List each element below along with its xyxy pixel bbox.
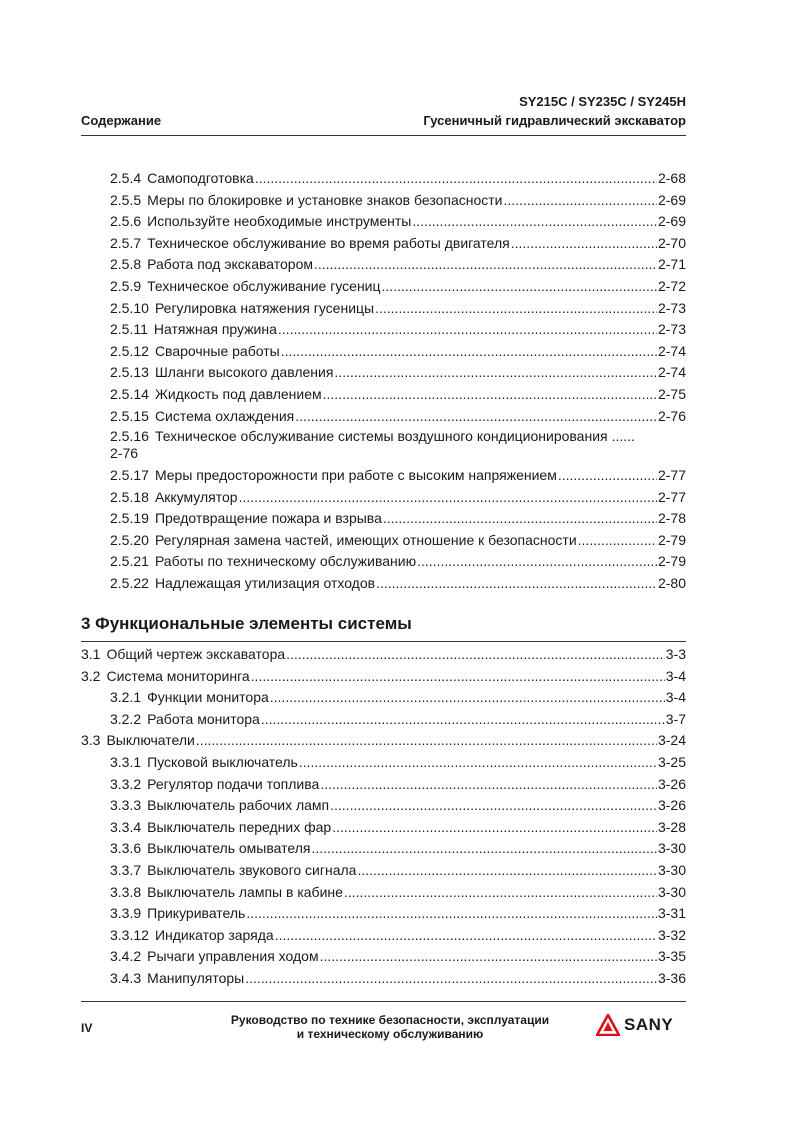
toc-entry-number: 3.3.4 — [110, 818, 142, 835]
toc-entry-page: 2-77 — [657, 488, 686, 505]
toc-entry-page: 2-69 — [657, 191, 686, 208]
toc-entry[interactable] — [81, 668, 686, 685]
toc-leader-dots — [255, 170, 657, 187]
toc-entry-title: Техническое обслуживание во время работы двигателя — [147, 234, 510, 251]
toc-leader-dots — [278, 321, 657, 338]
toc-entry[interactable] — [110, 489, 686, 506]
toc-entry-page: 2-74 — [657, 364, 686, 381]
toc-entry-number: 2.5.5 — [110, 191, 142, 208]
toc-entry-title: Предотвращение пожара и взрыва — [154, 510, 382, 527]
toc-leader-dots — [295, 408, 657, 425]
toc-entry-page: 3-32 — [657, 926, 686, 943]
toc-entry-dots: ...... — [611, 428, 635, 444]
toc-leader-dots — [382, 278, 657, 295]
toc-leader-dots — [383, 510, 657, 527]
toc-entry-page: 2-70 — [657, 234, 686, 251]
toc-entry-title: Система мониторинга — [106, 667, 250, 684]
toc-entry-page: 3-25 — [657, 754, 686, 770]
toc-entry-number: 2.5.22 — [110, 575, 149, 591]
toc-entry-title: Выключатель передних фар — [147, 818, 332, 835]
toc-entry-title: Техническое обслуживание гусениц — [147, 278, 381, 294]
toc-leader-dots — [286, 646, 665, 663]
toc-entry[interactable] — [110, 235, 686, 252]
toc-entry-number: 2.5.4 — [110, 170, 142, 186]
toc-entry-number: 3.3.6 — [110, 840, 142, 857]
toc-entry-number: 3.3 — [81, 732, 101, 749]
toc-entry-title: Работа монитора — [147, 710, 260, 727]
section-divider — [81, 641, 686, 642]
toc-leader-dots — [332, 819, 657, 836]
toc-entry-page: 3-26 — [657, 797, 686, 814]
toc-leader-dots — [275, 927, 657, 944]
toc-entry-title: Самоподготовка — [147, 170, 254, 186]
toc-leader-dots — [281, 343, 657, 360]
toc-leader-dots — [251, 668, 665, 685]
toc-entry-page: 2-79 — [657, 531, 686, 548]
toc-leader-dots — [558, 467, 657, 484]
toc-entry-number: 2.5.15 — [110, 407, 149, 424]
toc-entry-number: 2.5.10 — [110, 299, 149, 316]
toc-entry[interactable] — [110, 386, 686, 403]
toc-entry-title: Выключатель лампы в кабине — [147, 883, 343, 900]
toc-entry-number: 2.5.19 — [110, 510, 149, 527]
toc-entry-number: 3.3.3 — [110, 797, 142, 814]
toc-entry-page: 3-28 — [657, 818, 686, 835]
toc-entry-number: 2.5.16 — [110, 428, 149, 444]
toc-entry[interactable] — [110, 408, 686, 425]
toc-entry-page: 2-72 — [657, 278, 686, 294]
toc-leader-dots — [417, 553, 657, 570]
toc-entry-title: Аккумулятор — [154, 488, 238, 505]
toc-entry-page: 3-4 — [665, 689, 686, 706]
toc-entry-number: 3.3.1 — [110, 754, 142, 770]
toc-entry-number: 3.3.12 — [110, 926, 149, 943]
toc-entry-number: 2.5.7 — [110, 234, 142, 251]
toc-entry-page: 3-31 — [657, 905, 686, 922]
section-3-title: 3 Функциональные элементы системы — [81, 614, 412, 633]
toc-entry-title: Сварочные работы — [154, 342, 280, 359]
footer-page-number: IV — [81, 1021, 93, 1035]
toc-entry-number: 3.2 — [81, 667, 101, 684]
toc-entry-number: 2.5.21 — [110, 553, 149, 570]
toc-entry[interactable] — [110, 948, 686, 965]
toc-entry-page: 2-73 — [657, 321, 686, 338]
toc-entry-title: Прикуриватель — [147, 905, 246, 922]
toc-entry-page: 2-80 — [657, 575, 686, 591]
toc-leader-dots — [375, 300, 657, 317]
toc-entry-number: 2.5.12 — [110, 342, 149, 359]
toc-entry-title: Меры предосторожности при работе с высоким напряжением — [154, 467, 557, 483]
toc-entry-number: 2.5.14 — [110, 386, 149, 402]
toc-entry[interactable] — [110, 927, 686, 944]
toc-entry[interactable] — [81, 732, 686, 749]
toc-entry-number: 3.3.7 — [110, 862, 142, 878]
toc-entry[interactable] — [110, 278, 686, 295]
toc-entry-number: 2.5.11 — [110, 321, 148, 338]
toc-entry-number: 3.4.2 — [110, 948, 142, 965]
toc-entry[interactable] — [110, 776, 686, 793]
toc-leader-dots — [504, 192, 657, 209]
toc-entry[interactable] — [110, 256, 686, 273]
toc-entry-page: 3-30 — [657, 840, 686, 857]
toc-entry[interactable] — [110, 170, 686, 187]
toc-entry-title: Индикатор заряда — [154, 926, 274, 943]
toc-entry-number: 2.5.6 — [110, 213, 142, 230]
toc-entry-number: 3.2.2 — [110, 710, 142, 727]
toc-entry-number: 3.4.3 — [110, 970, 142, 986]
toc-entry-title: Надлежащая утилизация отходов — [154, 575, 376, 591]
toc-entry-title: Жидкость под давлением — [154, 386, 322, 402]
toc-entry[interactable] — [110, 970, 686, 987]
toc-entry-page: 2-78 — [657, 510, 686, 527]
toc-entry[interactable] — [110, 797, 686, 814]
toc-entry-number: 2.5.20 — [110, 531, 149, 548]
toc-entry-wrapped[interactable] — [110, 428, 686, 462]
toc-entry-title: Выключатель рабочих ламп — [147, 797, 330, 814]
toc-leader-dots — [320, 948, 657, 965]
toc-entry-page: 3-24 — [657, 732, 686, 749]
toc-entry[interactable] — [110, 510, 686, 527]
toc-leader-dots — [376, 575, 657, 592]
footer-divider — [81, 1001, 686, 1002]
toc-entry[interactable] — [110, 343, 686, 360]
toc-entry[interactable] — [110, 840, 686, 857]
toc-leader-dots — [330, 797, 657, 814]
toc-entry-number: 2.5.8 — [110, 256, 142, 273]
toc-entry-page: 2-77 — [657, 467, 686, 483]
toc-entry[interactable] — [110, 575, 686, 592]
toc-entry-page: 2-73 — [657, 299, 686, 316]
toc-entry[interactable] — [110, 300, 686, 317]
toc-entry-number: 3.1 — [81, 646, 101, 662]
toc-entry-title: Регулятор подачи топлива — [147, 775, 320, 792]
toc-entry-page: 2-69 — [657, 213, 686, 230]
toc-entry[interactable] — [110, 192, 686, 209]
toc-entry-title: Выключатель звукового сигнала — [147, 862, 357, 878]
toc-entry[interactable] — [110, 213, 686, 230]
toc-entry-title: Регулярная замена частей, имеющих отношение к безопасности — [154, 531, 577, 548]
toc-entry-number: 2.5.13 — [110, 364, 149, 381]
toc-entry[interactable] — [110, 689, 686, 706]
header-models: SY215C / SY235C / SY245H — [519, 94, 686, 109]
toc-leader-dots — [246, 905, 657, 922]
toc-entry[interactable] — [110, 467, 686, 484]
toc-entry-title: Техническое обслуживание системы воздушного кондиционирования — [154, 428, 608, 444]
toc-entry[interactable] — [110, 819, 686, 836]
toc-entry-number: 3.2.1 — [110, 689, 142, 706]
toc-entry[interactable] — [110, 321, 686, 338]
toc-leader-dots — [323, 386, 657, 403]
toc-entry-page: 3-4 — [665, 667, 686, 684]
toc-entry-title: Регулировка натяжения гусеницы — [154, 299, 375, 316]
toc-leader-dots — [511, 235, 657, 252]
header-section: Содержание — [81, 113, 162, 128]
toc-leader-dots — [270, 689, 665, 706]
toc-leader-dots — [357, 862, 657, 879]
toc-entry-page: 3-7 — [665, 710, 686, 727]
toc-leader-dots — [344, 884, 657, 901]
toc-entry-number: 3.3.8 — [110, 883, 142, 900]
brand-name: SANY — [624, 1015, 674, 1034]
toc-leader-dots — [311, 840, 657, 857]
toc-entry-page: 2-79 — [657, 553, 686, 570]
toc-entry-title: Натяжная пружина — [153, 321, 277, 338]
toc-entry[interactable] — [110, 364, 686, 381]
toc-entry-title: Общий чертеж экскаватора — [106, 646, 286, 662]
toc-entry-page: 2-76 — [110, 445, 139, 461]
toc-entry-title: Выключатели — [106, 732, 195, 749]
toc-entry[interactable] — [110, 884, 686, 901]
toc-entry-title: Выключатель омывателя — [147, 840, 311, 857]
toc-leader-dots — [320, 776, 657, 793]
toc-entry-number: 3.3.9 — [110, 905, 142, 922]
toc-entry[interactable] — [110, 553, 686, 570]
toc-entry-page: 2-76 — [657, 407, 686, 424]
toc-leader-dots — [299, 754, 657, 771]
toc-entry[interactable] — [110, 711, 686, 728]
toc-entry[interactable] — [81, 646, 686, 663]
toc-entry-title: Шланги высокого давления — [154, 364, 334, 381]
toc-entry-title: Пусковой выключатель — [147, 754, 298, 770]
toc-entry-page: 2-68 — [657, 170, 686, 186]
toc-entry-title: Работа под экскаватором — [147, 256, 313, 273]
toc-entry-title: Функции монитора — [147, 689, 269, 706]
sany-logo-icon — [596, 1014, 620, 1036]
toc-leader-dots — [334, 364, 657, 381]
header-divider — [81, 135, 686, 136]
footer-manual-title-line1: Руководство по технике безопасности, эксплуатации — [230, 1013, 550, 1027]
toc-entry-number: 2.5.18 — [110, 488, 149, 505]
toc-entry-number: 2.5.17 — [110, 467, 149, 483]
toc-leader-dots — [261, 711, 665, 728]
toc-leader-dots — [314, 256, 657, 273]
toc-entry[interactable] — [110, 905, 686, 922]
toc-entry-number: 3.3.2 — [110, 775, 142, 792]
toc-entry-page: 2-74 — [657, 342, 686, 359]
footer-manual-title-line2: и техническому обслуживанию — [296, 1027, 484, 1041]
toc-entry-page: 3-30 — [657, 862, 686, 878]
toc-leader-dots — [578, 532, 657, 549]
toc-entry[interactable] — [110, 862, 686, 879]
toc-entry[interactable] — [110, 532, 686, 549]
toc-entry-page: 3-3 — [665, 646, 686, 662]
toc-entry-page: 3-30 — [657, 883, 686, 900]
toc-entry-page: 2-75 — [657, 386, 686, 402]
toc-entry-page: 2-71 — [657, 256, 686, 273]
toc-leader-dots — [245, 970, 657, 987]
toc-entry-page: 3-35 — [657, 948, 686, 965]
toc-entry-number: 2.5.9 — [110, 278, 142, 294]
toc-entry-title: Работы по техническому обслуживанию — [154, 553, 417, 570]
toc-leader-dots — [239, 489, 657, 506]
toc-leader-dots — [412, 213, 657, 230]
toc-entry-title: Используйте необходимые инструменты — [147, 213, 412, 230]
toc-entry-title: Рычаги управления ходом — [147, 948, 319, 965]
toc-entry-page: 3-36 — [657, 970, 686, 986]
toc-entry-title: Манипуляторы — [147, 970, 245, 986]
toc-entry-title: Меры по блокировке и установке знаков безопасности — [147, 191, 503, 208]
sany-logo — [596, 1014, 673, 1036]
toc-entry-page: 3-26 — [657, 775, 686, 792]
toc-entry-title: Система охлаждения — [154, 407, 295, 424]
header-product: Гусеничный гидравлический экскаватор — [423, 113, 686, 128]
toc-leader-dots — [196, 732, 657, 749]
footer-manual-title — [180, 1013, 600, 1041]
toc-entry[interactable] — [110, 754, 686, 771]
